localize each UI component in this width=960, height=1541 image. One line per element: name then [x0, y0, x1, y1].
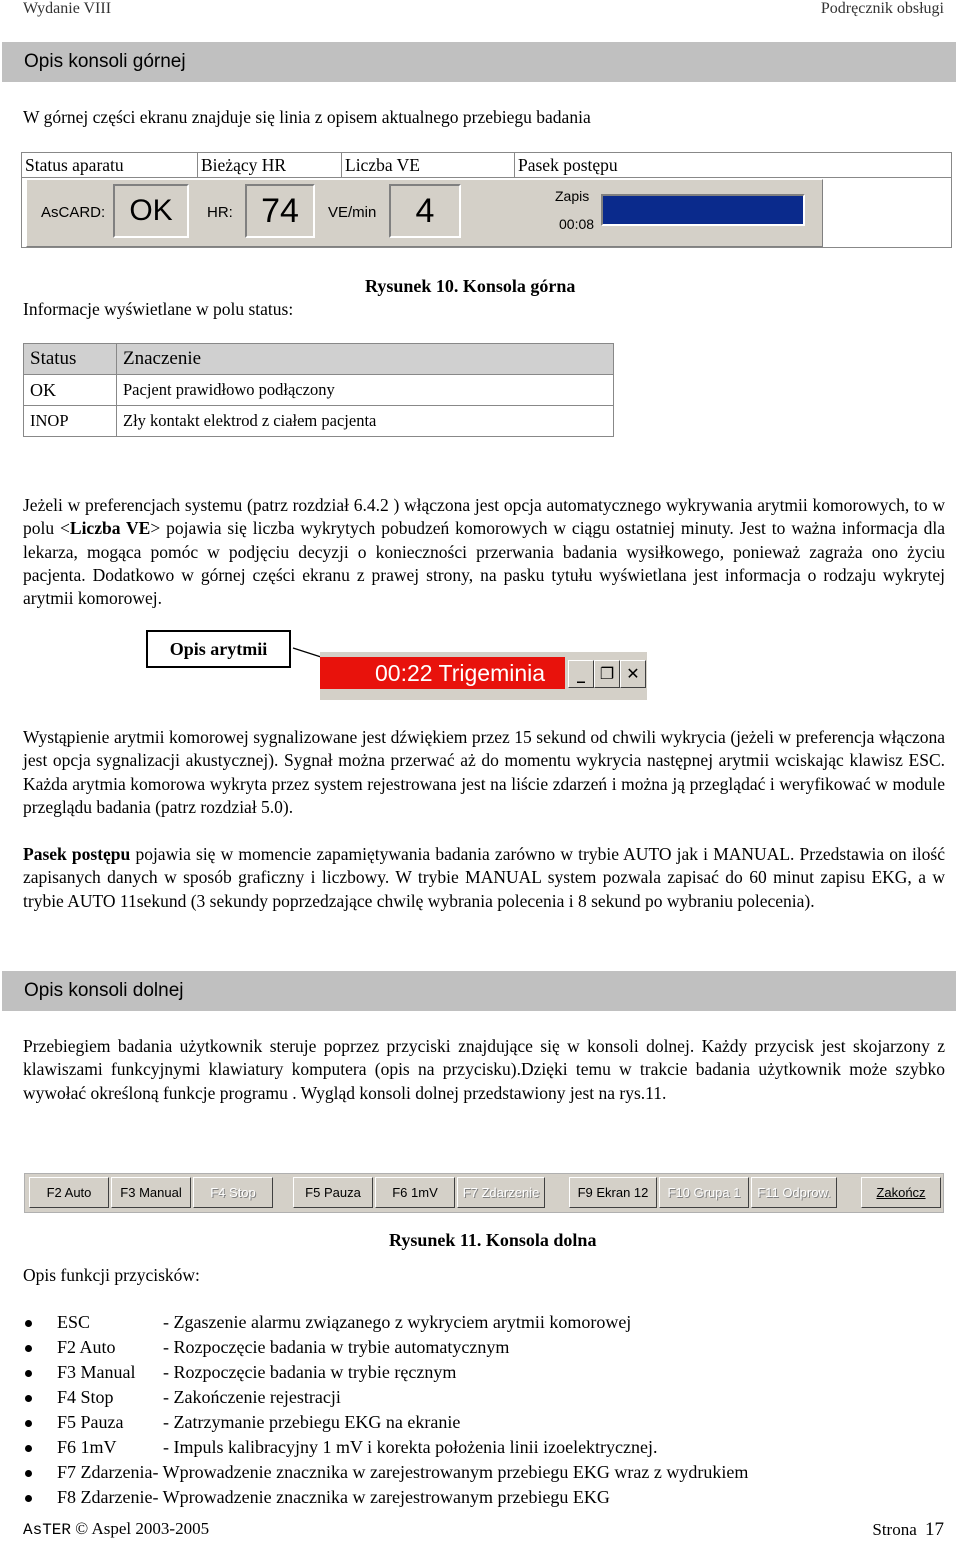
lower-console: [24, 1173, 944, 1213]
window-titlebar: [320, 652, 647, 700]
table-header-meaning: Znaczenie: [117, 344, 614, 375]
progress-bar: [601, 194, 805, 226]
header-ve: Liczba VE: [342, 153, 515, 177]
footer-page-label: Strona: [872, 1520, 917, 1539]
progress-fill: [603, 196, 803, 224]
f11-odprow-button[interactable]: F11 Odprow.: [751, 1177, 837, 1208]
minimize-icon[interactable]: _: [568, 660, 594, 688]
upper-console-table: [21, 152, 952, 248]
paragraph-arrhythmia-sound: Wystąpienie arytmii komorowej sygnalizowane jest dźwiękiem przez 15 sekund od chwili wykrycia (jeżeli w preferencja włączona jest opcja sygnalizacji akustycznej). Sygnał można przerwać aż do momentu wykrycia następnej arytmii wciskając klawisz ESC. Każda arytmia komorowa wykryta przez system rejestrowana jest na liście zdarzeń i można ją przeglądać i weryfikować w module przeglądu badania (patrz rozdział 5.0).: [23, 727, 945, 817]
ve-label: VE/min: [328, 204, 377, 221]
list-item: ESC - Zgaszenie alarmu związanego z wykryciem arytmii komorowej: [25, 1312, 631, 1333]
list-item: F2 Auto - Rozpoczęcie badania w trybie automatycznym: [25, 1337, 509, 1358]
table-header-status: Status: [24, 344, 117, 375]
intro-text: W górnej części ekranu znajduje się linia z opisem aktualnego przebiegu badania: [23, 107, 591, 127]
list-item: F8 Zdarzenie- Wprowadzenie znacznika w zarejestrowanym przebiegu EKG: [25, 1487, 610, 1508]
header-manual-title: Podręcznik obsługi: [820, 0, 944, 17]
ve-value: 4: [389, 184, 461, 238]
paragraph-lower-console: Przebiegiem badania użytkownik steruje poprzez przyciski znajdujące się w konsoli dolnej. Każdy przycisk jest skojarzony z klawiszami funkcyjnymi klawiatury komputera (opis na przycisku).Dzięki temu w trakcie badania użytkownik może szybko wywołać określoną funkcje programu . Wygląd konsoli dolnej przedstawiony jest na rys.11.: [23, 1036, 945, 1103]
figure-caption-11: Rysunek 11. Konsola dolna: [389, 1230, 597, 1250]
table-cell: OK: [24, 375, 117, 406]
close-icon[interactable]: ✕: [620, 660, 646, 688]
status-table: [23, 343, 614, 437]
table-row: [24, 344, 614, 375]
f6-1mv-button[interactable]: F6 1mV: [375, 1177, 455, 1208]
footer-brand: AsTER: [23, 1521, 72, 1539]
footer-left: [23, 1519, 209, 1539]
section-title-bar: [2, 42, 956, 82]
footer-page-number: 17: [925, 1519, 944, 1540]
table-cell: INOP: [24, 406, 117, 437]
arrhythmia-callout: Opis arytmii: [146, 630, 291, 668]
list-item: F7 Zdarzenia- Wprowadzenie znacznika w zarejestrowanym przebiegu EKG wraz z wydrukiem: [25, 1462, 748, 1483]
footer-copyright: © Aspel 2003-2005: [75, 1519, 210, 1538]
f2-auto-button[interactable]: F2 Auto: [29, 1177, 109, 1208]
zakoncz-button[interactable]: Zakończ: [861, 1177, 941, 1208]
list-item: F6 1mV - Impuls kalibracyjny 1 mV i korekta położenia linii izoelektrycznej.: [25, 1437, 658, 1458]
header-status: Status aparatu: [22, 153, 198, 177]
section-title-bar: [2, 971, 956, 1011]
f10-grupa-button[interactable]: F10 Grupa 1: [659, 1177, 749, 1208]
f9-ekran-button[interactable]: F9 Ekran 12: [569, 1177, 657, 1208]
list-item: F5 Pauza - Zatrzymanie przebiegu EKG na ekranie: [25, 1412, 460, 1433]
footer-page: [872, 1519, 944, 1541]
section-title: Opis konsoli górnej: [24, 51, 186, 72]
paragraph-ve-detection: Jeżeli w preferencjach systemu (patrz rozdział 6.4.2 ) włączona jest opcja automatycznego wykrywania arytmii komorowych, to w polu <Liczba VE> pojawia się liczba wykrytych pobudzeń komorowych w ciągu ostatniej minuty. Jest to ważna informacja dla lekarza, mogąca pomóc w podjęciu decyzji o konieczności przerwania badania wysiłkowego, ponieważ zagraża ono życiu pacjenta. Dodatkowo w górnej części ekranu z prawej strony, na pasku tytułu wyświetlana jest informacja o rodzaju wykrytej arytmii komorowej.: [23, 495, 945, 609]
ascard-label: AsCARD:: [41, 204, 106, 221]
f7-zdarzenie-button[interactable]: F7 Zdarzenie: [457, 1177, 545, 1208]
hr-value: 74: [245, 184, 315, 238]
table-row: [24, 375, 614, 406]
list-item: F3 Manual - Rozpoczęcie badania w trybie ręcznym: [25, 1362, 456, 1383]
paragraph-progress-bar: Pasek postępu pojawia się w momencie zapamiętywania badania zarówno w trybie AUTO jak i MANUAL. Przedstawia on ilość zapisanych danych w sposób graficzny i liczbowy. W trybie MANUAL system pozwala zapisać do 60 minut zapisu EKG, a w trybie AUTO 11sekund (3 sekundy poprzedzające chwilę wybrania polecenia i 8 sekund po wybraniu polecenia).: [23, 844, 945, 911]
status-intro: Informacje wyświetlane w polu status:: [23, 299, 294, 319]
hr-label: HR:: [207, 204, 233, 221]
f3-manual-button[interactable]: F3 Manual: [111, 1177, 191, 1208]
zapis-time: 00:08: [559, 216, 595, 232]
header-hr: Bieżący HR: [198, 153, 342, 177]
f5-pauza-button[interactable]: F5 Pauza: [293, 1177, 373, 1208]
f4-stop-button[interactable]: F4 Stop: [193, 1177, 273, 1208]
table-row: [24, 406, 614, 437]
list-item: F4 Stop - Zakończenie rejestracji: [25, 1387, 341, 1408]
functions-intro: Opis funkcji przycisków:: [23, 1265, 200, 1285]
restore-icon[interactable]: ❐: [594, 660, 620, 688]
arrhythmia-title: 00:22 Trigeminia: [320, 657, 565, 689]
table-cell: Pacjent prawidłowo podłączony: [117, 375, 614, 406]
zapis-label: Zapis: [555, 188, 590, 204]
header-progress: Pasek postępu: [518, 155, 618, 175]
upper-console-panel: [26, 179, 823, 247]
ascard-status: OK: [113, 184, 189, 238]
table-cell: Zły kontakt elektrod z ciałem pacjenta: [117, 406, 614, 437]
section-title: Opis konsoli dolnej: [24, 980, 184, 1001]
header-edition: Wydanie VIII: [23, 0, 112, 17]
figure-caption-10: Rysunek 10. Konsola górna: [365, 276, 576, 296]
